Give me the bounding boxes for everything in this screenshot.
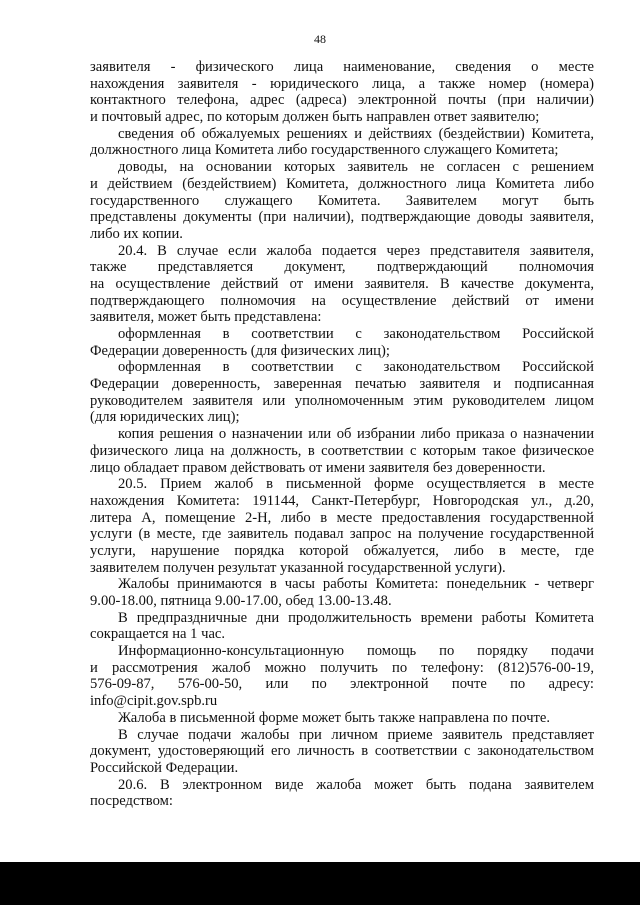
text-line: либо их копии.	[90, 225, 183, 242]
text-line: и действием (бездействием) Комитета, должностного лица Комитета либо	[90, 175, 594, 192]
text-line: должностного лица Комитета либо государственного служащего Комитета;	[90, 142, 559, 159]
text-line: услуги, нарушение порядка которой обжалуется, либо в месте, где	[90, 542, 594, 559]
text-line: государственного служащего Комитета. Заявителем могут быть	[90, 192, 594, 209]
text-line: Информационно-консультационную помощь по порядку подачи	[118, 643, 594, 660]
document-body	[90, 59, 594, 810]
text-line: Российской Федерации.	[90, 759, 239, 776]
text-line: заявителя - физического лица наименование, сведения о месте	[90, 59, 594, 75]
text-line: info@cipit.gov.spb.ru	[90, 693, 218, 710]
text-line: оформленная в соответствии с законодательством Российской	[118, 326, 594, 342]
text-line: сокращается на 1 час.	[90, 626, 226, 643]
text-line: 576-09-87, 576-00-50, или по электронной почте по адресу:	[90, 676, 594, 693]
text-line: заявителя, может быть представлена:	[90, 309, 322, 326]
page-number: 48	[314, 32, 326, 46]
text-line: представлены документы (при наличии), подтверждающие доводы заявителя,	[90, 209, 594, 226]
text-line: услуги (в месте, где заявитель подавал запрос на получение государственной	[90, 526, 594, 543]
text-line: Жалобы принимаются в часы работы Комитета: понедельник - четверг	[118, 576, 594, 593]
text-line: (для юридических лиц);	[90, 409, 240, 426]
text-line: посредством:	[90, 793, 173, 810]
text-line: 9.00-18.00, пятница 9.00-17.00, обед 13.00-13.48.	[90, 593, 392, 609]
text-line: руководителем заявителя или уполномоченным этим руководителем лицом	[90, 392, 594, 409]
text-line: Жалоба в письменной форме может быть также направлена по почте.	[118, 709, 551, 726]
text-line: документ, удостоверяющий его личность в соответствии с законодательством	[90, 743, 594, 760]
text-line: заявителем получен результат указанной государственной услуги).	[90, 559, 506, 576]
text-line: также представляется документ, подтверждающий полномочия	[90, 259, 594, 276]
scan-bottom-border	[0, 862, 640, 905]
text-line: 20.6. В электронном виде жалоба может быть подана заявителем	[118, 776, 594, 793]
text-line: Федерации доверенность (для физических лиц);	[90, 342, 390, 359]
text-line: 20.4. В случае если жалоба подается через представителя заявителя,	[118, 242, 594, 259]
text-line: физического лица на должность, в соответствии с которым такое физическое	[90, 442, 594, 459]
text-line: лицо обладает правом действовать от имени заявителя без доверенности.	[90, 459, 546, 476]
text-line: нахождения Комитета: 191144, Санкт-Петербург, Новгородская ул., д.20,	[90, 492, 594, 509]
text-line: контактного телефона, адрес (адреса) электронной почты (при наличии)	[90, 92, 594, 109]
text-line: литера А, помещение 2-Н, либо в месте предоставления государственной	[90, 509, 594, 526]
text-line: доводы, на основании которых заявитель не согласен с решением	[118, 159, 594, 176]
text-line: В случае подачи жалобы при личном приеме заявитель представляет	[118, 726, 594, 743]
text-line: на осуществление действий от имени заявителя. В качестве документа,	[90, 275, 594, 292]
text-line: 20.5. Прием жалоб в письменной форме осуществляется в месте	[118, 476, 594, 493]
text-line: подтверждающего полномочия на осуществление действий от имени	[90, 292, 594, 309]
text-line: и рассмотрения жалоб можно получить по телефону: (812)576-00-19,	[90, 659, 594, 676]
text-line: копия решения о назначении или об избрании либо приказа о назначении	[118, 426, 594, 443]
text-line: оформленная в соответствии с законодательством Российской	[118, 359, 594, 376]
text-line: Федерации доверенность, заверенная печатью заявителя и подписанная	[90, 376, 594, 393]
text-line: В предпраздничные дни продолжительность времени работы Комитета	[118, 609, 594, 626]
text-line: и почтовый адрес, по которым должен быть направлен ответ заявителю;	[90, 109, 540, 126]
text-line: сведения об обжалуемых решениях и действиях (бездействии) Комитета,	[118, 125, 594, 142]
text-line: нахождения заявителя - юридического лица, а также номер (номера)	[90, 75, 594, 92]
